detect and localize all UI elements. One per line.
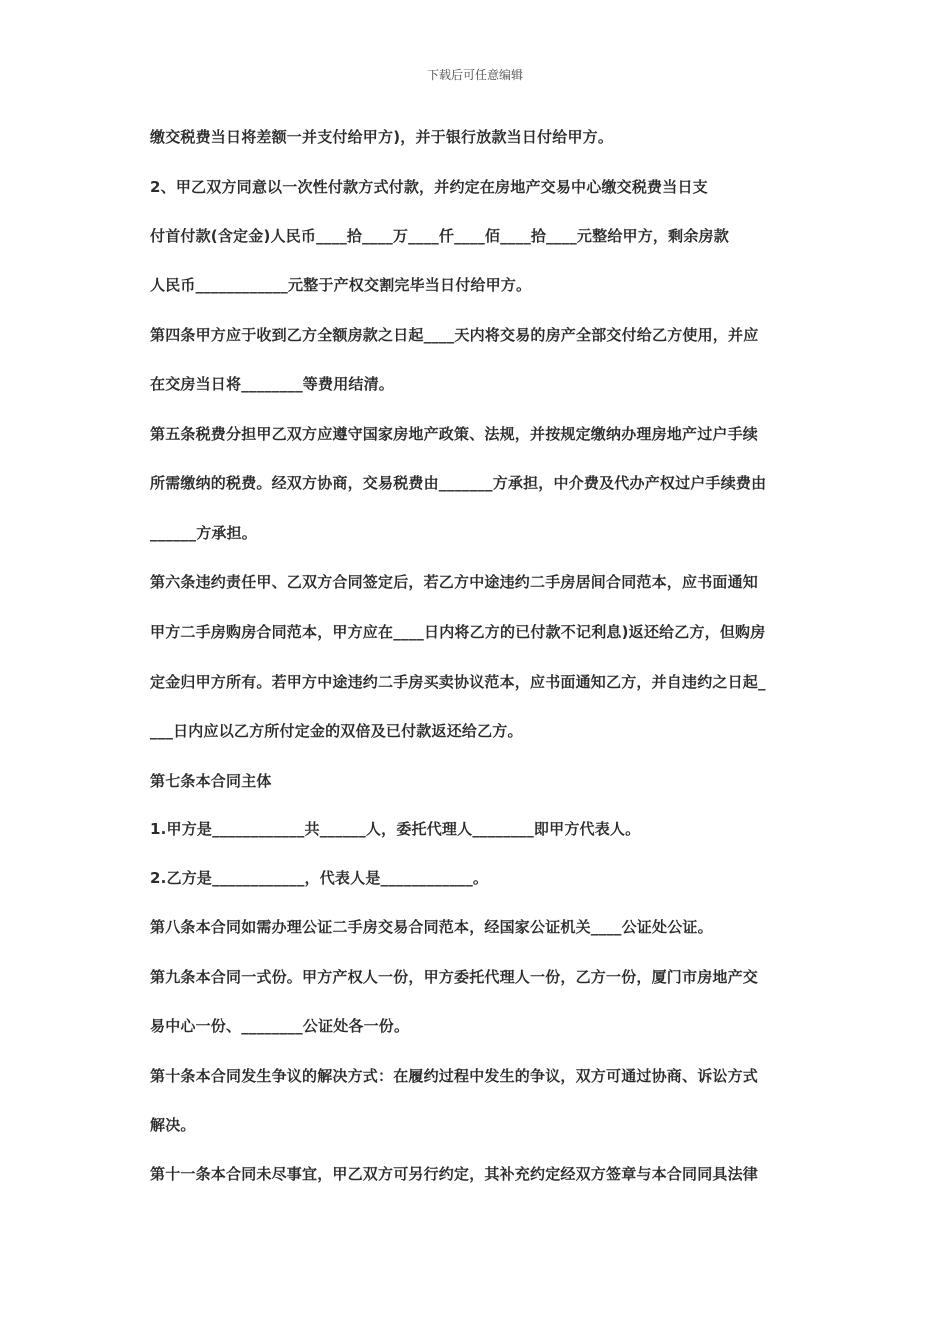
section-heading: 第七条本合同主体 — [150, 772, 272, 790]
text-line: 2.乙方是____________，代表人是____________。 — [150, 869, 489, 887]
text-line: 第五条税费分担甲乙双方应遵守国家房地产政策、法规，并按规定缴纳办理房地产过户手续 — [150, 425, 759, 443]
text-line: ______方承担。 — [150, 524, 258, 542]
text-line: 第四条甲方应于收到乙方全额房款之日起____天内将交易的房产全部交付给乙方使用，并应 — [150, 326, 759, 344]
text-line: 易中心一份、________公证处各一份。 — [150, 1017, 410, 1035]
text-line: 2、甲乙双方同意以一次性付款方式付款，并约定在房地产交易中心缴交税费当日支 — [150, 178, 708, 196]
text-line: 甲方二手房购房合同范本，甲方应在____日内将乙方的已付款不记利息)返还给乙方，但购房 — [150, 623, 766, 641]
page-header: 下载后可任意编辑 — [426, 68, 523, 82]
text-line: 在交房当日将________等费用结清。 — [150, 375, 395, 393]
text-line: 第六条违约责任甲、乙双方合同签定后，若乙方中途违约二手房居间合同范本，应书面通知 — [150, 573, 759, 591]
text-line: 人民币____________元整于产权交割完毕当日付给甲方。 — [150, 276, 532, 294]
text-line: 第九条本合同一式份。甲方产权人一份，甲方委托代理人一份，乙方一份，厦门市房地产交 — [150, 968, 759, 986]
text-line: 1.甲方是____________共______人，委托代理人________即甲方代表人。 — [150, 820, 641, 838]
text-line: 解决。 — [150, 1116, 196, 1134]
text-line: 所需缴纳的税费。经双方协商，交易税费由_______方承担，中介费及代办产权过户手续费由 — [150, 474, 767, 492]
text-line: ___日内应以乙方所付定金的双倍及已付款返还给乙方。 — [150, 722, 523, 740]
text-line: 付首付款(含定金)人民币____拾____万____仟____佰____拾____元整给甲方，剩余房款 — [150, 227, 729, 245]
text-line: 第十条本合同发生争议的解决方式：在履约过程中发生的争议，双方可通过协商、诉讼方式 — [150, 1067, 759, 1085]
text-line: 缴交税费当日将差额一并支付给甲方)，并于银行放款当日付给甲方。 — [150, 128, 614, 146]
text-line: 第八条本合同如需办理公证二手房交易合同范本，经国家公证机关____公证处公证。 — [150, 918, 713, 936]
text-line: 定金归甲方所有。若甲方中途违约二手房买卖协议范本，应书面通知乙方，并自违约之日起_ — [150, 673, 766, 691]
text-line: 第十一条本合同未尽事宜，甲乙双方可另行约定，其补充约定经双方签章与本合同同具法律 — [150, 1165, 759, 1183]
